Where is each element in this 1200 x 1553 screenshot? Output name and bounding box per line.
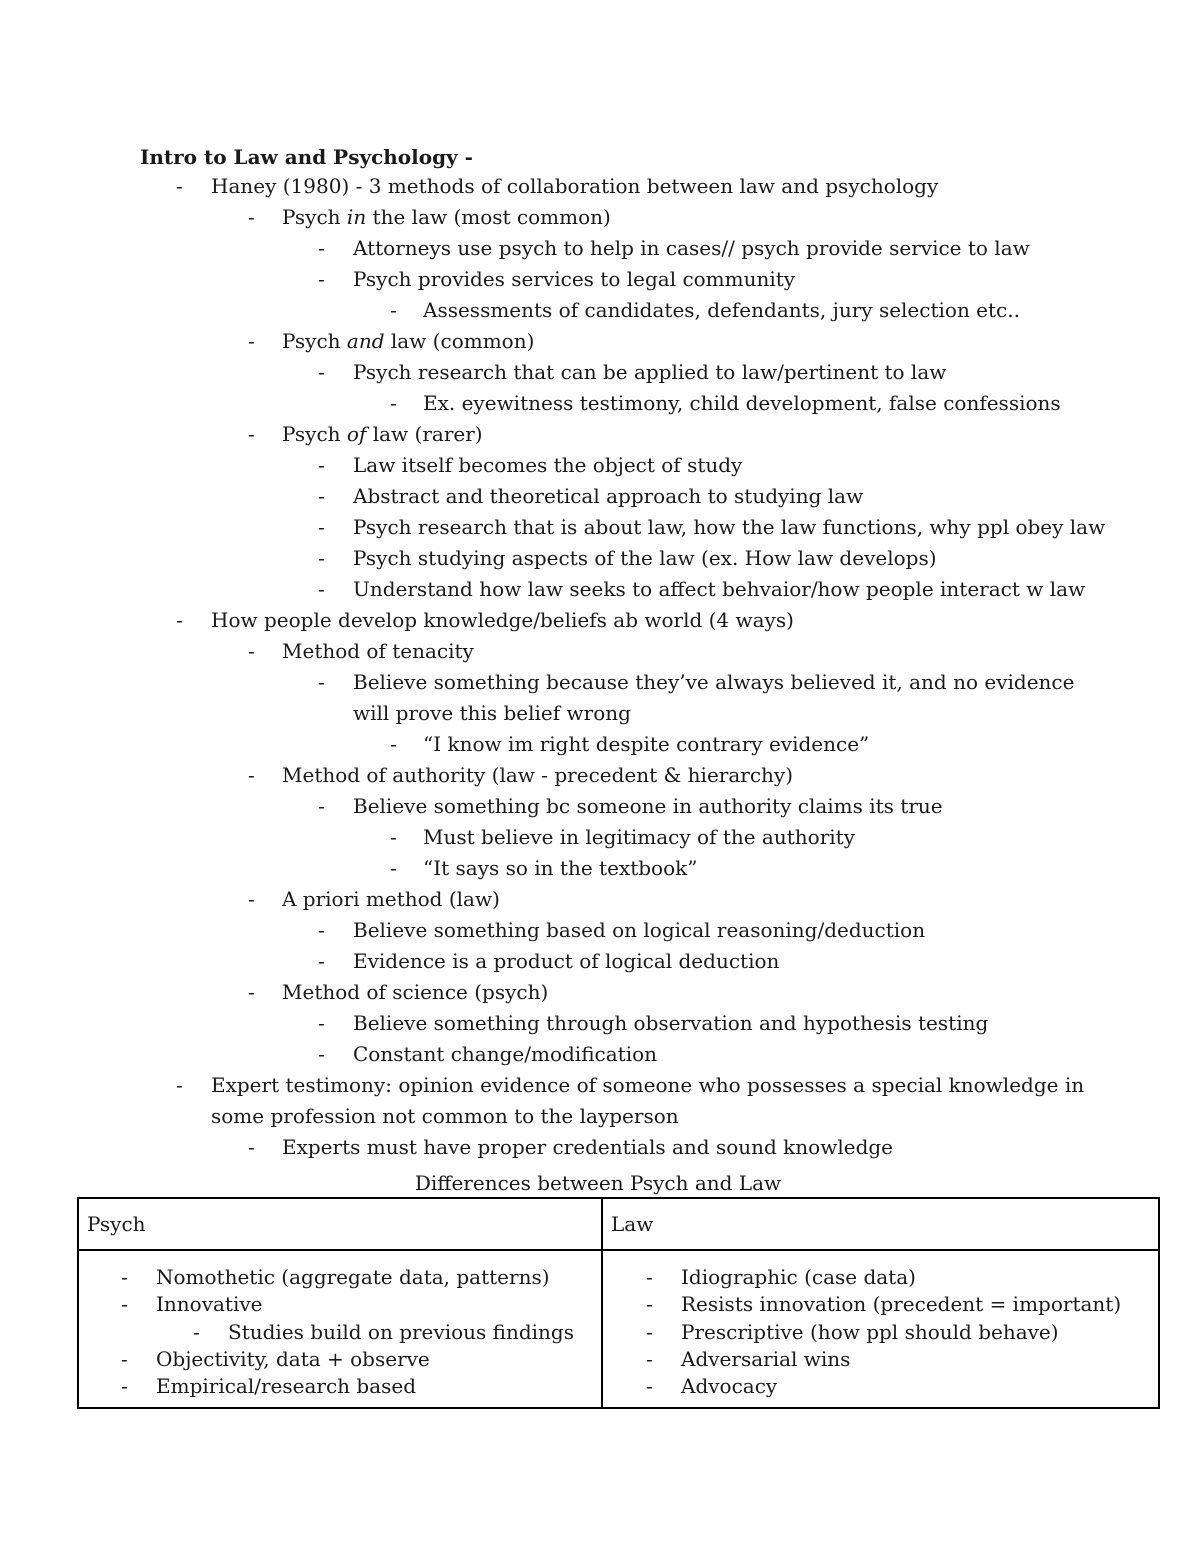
bullet-dash: - [390, 732, 397, 756]
outline-item [0, 1008, 1200, 1039]
table-body-row [78, 1250, 1159, 1408]
table-list-item [603, 1264, 1158, 1291]
psych-column-header: Psych [78, 1198, 602, 1250]
outline-item-text: “I know im right despite contrary evidence” [423, 732, 870, 756]
outline-item [0, 1039, 1200, 1070]
outline-item [0, 729, 1200, 760]
table-list-item [79, 1319, 601, 1346]
bullet-dash: - [121, 1265, 128, 1289]
bullet-dash: - [121, 1374, 128, 1399]
bullet-dash: - [390, 825, 397, 849]
table-list-item-text: Innovative [156, 1292, 263, 1317]
bullet-dash: - [318, 267, 325, 291]
outline-item-text: Believe something bc someone in authority claims its true [353, 794, 943, 818]
table-list-item [79, 1291, 601, 1318]
bullet-dash: - [390, 856, 397, 880]
bullet-dash: - [646, 1374, 653, 1399]
bullet-dash: - [318, 360, 325, 384]
bullet-dash: - [646, 1319, 653, 1344]
bullet-dash: - [248, 639, 255, 663]
outline-item-text: “It says so in the textbook” [423, 856, 698, 880]
outline-item [0, 171, 1200, 202]
outline-item [0, 295, 1200, 326]
emphasis: of [346, 422, 367, 446]
table-list-item-text: Prescriptive (how ppl should behave) [681, 1319, 1059, 1344]
outline-item [0, 791, 1200, 822]
outline-item-text: Psych and law (common) [282, 329, 535, 353]
outline-item [0, 264, 1200, 295]
outline-item-text: Psych studying aspects of the law (ex. How law develops) [353, 546, 937, 570]
outline-item [0, 698, 1200, 729]
outline-item [0, 760, 1200, 791]
outline-item [0, 543, 1200, 574]
outline-item [0, 388, 1200, 419]
bullet-dash: - [646, 1292, 653, 1317]
bullet-dash: - [248, 422, 255, 446]
bullet-dash: - [318, 546, 325, 570]
bullet-dash: - [318, 577, 325, 601]
emphasis: in [346, 205, 367, 229]
outline-item [0, 915, 1200, 946]
outline-item-text: How people develop knowledge/beliefs ab world (4 ways) [211, 608, 794, 632]
bullet-dash: - [318, 515, 325, 539]
differences-table [77, 1197, 1160, 1409]
law-column-header: Law [602, 1198, 1159, 1250]
bullet-dash: - [248, 1135, 255, 1159]
outline-item-text: Assessments of candidates, defendants, jury selection etc.. [423, 298, 1020, 322]
bullet-dash: - [318, 453, 325, 477]
outline-item-text: some profession not common to the layperson [211, 1104, 679, 1128]
bullet-dash: - [248, 980, 255, 1004]
outline-item-text: Evidence is a product of logical deduction [353, 949, 780, 973]
outline-item-text: Expert testimony: opinion evidence of someone who possesses a special knowledge in [211, 1073, 1085, 1097]
outline-item [0, 1070, 1200, 1101]
outline-item-text: Method of science (psych) [282, 980, 549, 1004]
bullet-dash: - [248, 763, 255, 787]
bullet-dash: - [646, 1346, 653, 1371]
outline-item-text: Law itself becomes the object of study [353, 453, 743, 477]
table-list-item [79, 1264, 601, 1291]
outline-item [0, 512, 1200, 543]
outline-item-text: A priori method (law) [282, 887, 500, 911]
table-header-row [78, 1198, 1159, 1250]
bullet-dash: - [121, 1346, 128, 1371]
table-list-item-text: Nomothetic (aggregate data, patterns) [156, 1265, 550, 1289]
bullet-dash: - [318, 1042, 325, 1066]
outline-item-text: Psych provides services to legal community [353, 267, 796, 291]
table-list-item [603, 1346, 1158, 1373]
table-list-item-text: Resists innovation (precedent = important) [681, 1292, 1122, 1317]
bullet-dash: - [390, 391, 397, 415]
bullet-dash: - [318, 949, 325, 973]
table-list-item-text: Studies build on previous findings [228, 1319, 574, 1344]
outline-item [0, 357, 1200, 388]
outline-item-text: will prove this belief wrong [353, 701, 631, 725]
bullet-dash: - [176, 174, 183, 198]
outline-item [0, 822, 1200, 853]
table-list-item [79, 1346, 601, 1373]
outline-item-text: Attorneys use psych to help in cases// psych provide service to law [353, 236, 1030, 260]
bullet-dash: - [318, 1011, 325, 1035]
bullet-dash: - [318, 918, 325, 942]
table-list-item-text: Objectivity, data + observe [156, 1346, 430, 1371]
table-list-item-text: Empirical/research based [156, 1374, 417, 1399]
outline-item-text: Method of authority (law - precedent & hierarchy) [282, 763, 794, 787]
table-list-item [79, 1373, 601, 1400]
bullet-dash: - [248, 887, 255, 911]
bullet-dash: - [390, 298, 397, 322]
outline-item-text: Must believe in legitimacy of the authority [423, 825, 855, 849]
outline-item [0, 450, 1200, 481]
outline-item-text: Experts must have proper credentials and sound knowledge [282, 1135, 894, 1159]
bullet-dash: - [646, 1265, 653, 1289]
table-list-item-text: Adversarial wins [681, 1346, 851, 1371]
bullet-dash: - [121, 1292, 128, 1317]
bullet-dash: - [176, 1073, 183, 1097]
outline-item [0, 884, 1200, 915]
outline-item [0, 605, 1200, 636]
table-list-item-text: Advocacy [681, 1374, 778, 1399]
emphasis: and [346, 329, 385, 353]
outline-item [0, 636, 1200, 667]
outline-item-text: Constant change/modification [353, 1042, 658, 1066]
outline-item [0, 977, 1200, 1008]
outline-item-text: Haney (1980) - 3 methods of collaboration between law and psychology [211, 174, 939, 198]
table-list-item-text: Idiographic (case data) [681, 1265, 916, 1289]
table-list-item [603, 1319, 1158, 1346]
outline-item-text: Method of tenacity [282, 639, 474, 663]
outline-item-text: Believe something because they’ve always believed it, and no evidence [353, 670, 1075, 694]
bullet-dash: - [248, 205, 255, 229]
psych-cell [78, 1250, 602, 1408]
outline-item-text: Believe something based on logical reasoning/deduction [353, 918, 926, 942]
outline-item [0, 667, 1200, 698]
bullet-dash: - [193, 1319, 200, 1344]
outline-item [0, 202, 1200, 233]
outline-item-text: Psych in the law (most common) [282, 205, 611, 229]
outline-item-text: Psych research that can be applied to law/pertinent to law [353, 360, 947, 384]
bullet-dash: - [318, 794, 325, 818]
outline-item-text: Psych of law (rarer) [282, 422, 483, 446]
outline-item-text: Understand how law seeks to affect behvaior/how people interact w law [353, 577, 1086, 601]
law-cell [602, 1250, 1159, 1408]
outline-item [0, 1101, 1200, 1132]
outline-item-text: Psych research that is about law, how the law functions, why ppl obey law [353, 515, 1106, 539]
outline-item [0, 574, 1200, 605]
bullet-dash: - [176, 608, 183, 632]
outline-item [0, 853, 1200, 884]
outline-item [0, 481, 1200, 512]
outline-item-text: Believe something through observation and hypothesis testing [353, 1011, 989, 1035]
table-list-item [603, 1373, 1158, 1400]
table-list-item [603, 1291, 1158, 1318]
outline-item [0, 233, 1200, 264]
outline-item-text: Abstract and theoretical approach to studying law [353, 484, 864, 508]
outline-item-text: Ex. eyewitness testimony, child development, false confessions [423, 391, 1061, 415]
bullet-dash: - [318, 236, 325, 260]
table-caption: Differences between Psych and Law [414, 1171, 782, 1195]
bullet-dash: - [248, 329, 255, 353]
outline-item [0, 1132, 1200, 1163]
outline-item [0, 326, 1200, 357]
bullet-dash: - [318, 484, 325, 508]
outline-item [0, 946, 1200, 977]
outline-item [0, 419, 1200, 450]
page-title: Intro to Law and Psychology - [140, 145, 473, 169]
bullet-dash: - [318, 670, 325, 694]
